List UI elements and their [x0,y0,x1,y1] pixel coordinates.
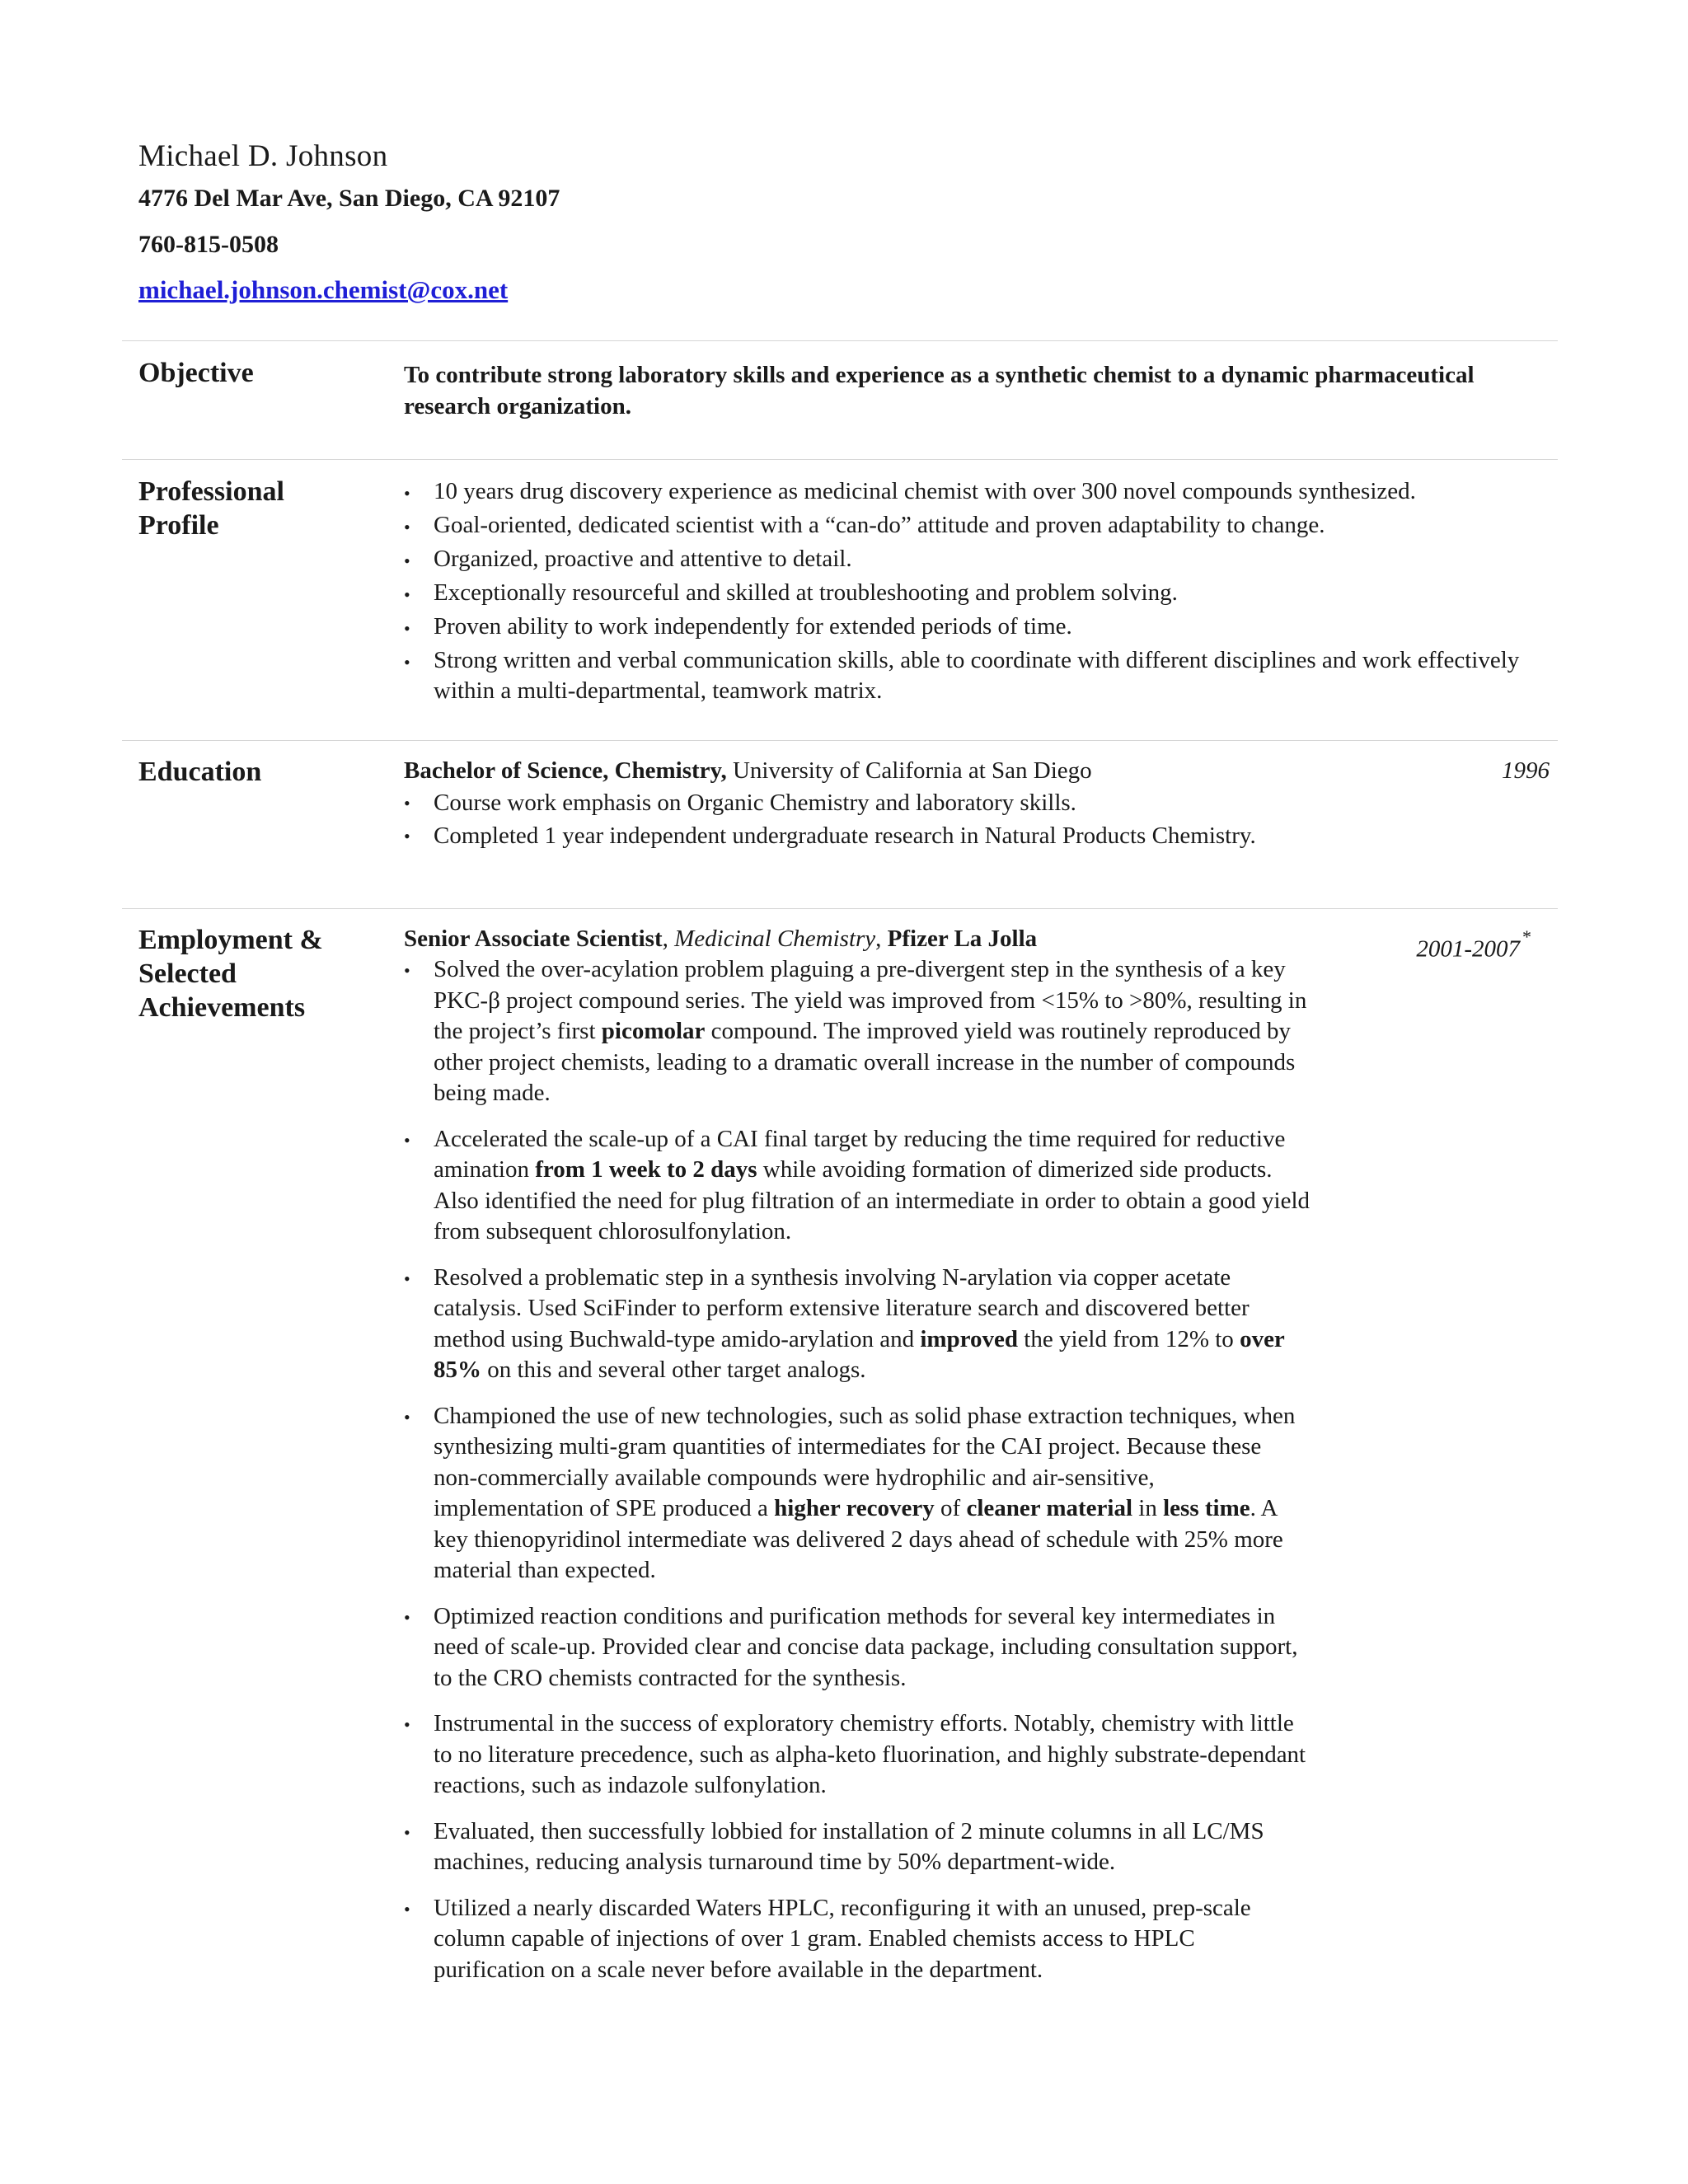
achievement-highlight: improved [920,1325,1019,1352]
job-company: Pfizer La Jolla [887,926,1038,952]
employment-heading-line: Selected [138,958,237,989]
achievement-text: compound. The improved yield was routinely reproduced by other project chemists, leading to a dramatic overall increase in the number of compounds being made. [434,1018,1296,1106]
profile-heading-line: Profile [138,510,219,541]
list-item: • Proven ability to work independently for extended periods of time. [404,612,1550,642]
divider [122,740,1558,741]
employment-heading-line: Achievements [138,992,306,1023]
applicant-address: 4776 Del Mar Ave, San Diego, CA 92107 [138,185,560,212]
achievement-highlight: picomolar [601,1018,706,1044]
graduation-year: 1996 [1502,757,1550,784]
divider [122,459,1558,460]
job-dates-text: 2001-2007 [1416,935,1520,963]
list-item: • Course work emphasis on Organic Chemistry and laboratory skills. [404,786,1550,819]
divider [122,340,1558,341]
achievement-item [404,1124,1311,1248]
education-body [404,755,1550,852]
achievement-highlight: less time [1163,1495,1250,1521]
achievement-item [404,1816,1311,1878]
achievement-text: Championed the use of new technologies, such as solid phase extraction techniques, when synthesizing multi-gram quantities of intermediates for the CAI project. Because these non-commercially available compounds were hydrophilic and air-sensitive, implementation of SPE produced a [434,1402,1296,1521]
objective-heading: Objective [138,358,254,388]
education-list [404,786,1550,852]
achievement-text: the yield from 12% to [1018,1325,1240,1352]
achievement-highlight: from 1 week to 2 days [535,1156,757,1183]
job-title: Senior Associate Scientist [404,926,663,952]
achievement-text: in [1132,1495,1164,1521]
profile-list [404,476,1550,710]
list-item: • 10 years drug discovery experience as medicinal chemist with over 300 novel compounds synthesized. [404,476,1550,507]
achievement-text: Instrumental in the success of exploratory chemistry efforts. Notably, chemistry with little to no literature precedence, such as alpha-keto fluorination, and highly substrate-dependant reactions, such as indazole sulfonylation. [434,1710,1306,1798]
achievement-text: Utilized a nearly discarded Waters HPLC, reconfiguring it with an unused, prep-scale column capable of injections of over 1 gram. Enabled chemists access to HPLC purification on a scale never before available in the department. [434,1894,1251,1983]
employment-heading-line: Employment & [138,925,323,955]
job-separator: , [875,926,888,952]
divider [122,908,1558,909]
job-line [404,923,1550,963]
achievement-text: on this and several other target analogs. [481,1357,866,1383]
achievement-text: Accelerated the scale-up of a CAI final target by reducing the time required for reductive amination [434,1125,1286,1183]
achievement-text: of [934,1495,967,1521]
degree-line [404,755,1550,786]
list-item: • Exceptionally resourceful and skilled at troubleshooting and problem solving. [404,578,1550,608]
list-item: • Goal-oriented, dedicated scientist with a “can-do” attitude and proven adaptability to change. [404,510,1550,541]
list-item: • Completed 1 year independent undergraduate research in Natural Products Chemistry. [404,819,1550,852]
applicant-email-link[interactable]: michael.johnson.chemist@cox.net [138,275,509,304]
profile-heading-line: Professional [138,476,284,507]
education-heading: Education [138,757,262,787]
footnote-mark: * [1522,926,1531,947]
achievement-highlight: cleaner material [966,1495,1133,1521]
school-name: University of California at San Diego [726,757,1092,784]
achievement-item [404,1401,1311,1586]
list-item: • Organized, proactive and attentive to detail. [404,544,1550,574]
employment-heading [138,923,386,1024]
achievement-text: Solved the over-acylation problem plaguing a pre-divergent step in the synthesis of a key PKC-β project compound series. The yield was improved from <15% to >80%, resulting in the project’s first [434,956,1307,1044]
job-department: Medicinal Chemistry [674,926,876,952]
job-dates [1416,926,1531,965]
objective-text: To contribute strong laboratory skills and experience as a synthetic chemist to a dynamic pharmaceutical research organization. [404,362,1475,419]
achievement-text: while avoiding formation of dimerized side products. Also identified the need for plug filtration of an intermediate in order to obtain a good yield from subsequent chlorosulfonylation. [434,1156,1311,1244]
achievement-text: . A key thienopyridinol intermediate was delivered 2 days ahead of schedule with 25% more material than expected. [434,1495,1283,1583]
achievement-item [404,954,1311,1109]
profile-heading [138,475,386,542]
achievement-text: Resolved a problematic step in a synthesis involving N-arylation via copper acetate catalysis. Used SciFinder to perform extensive literature search and discovered better method using Buchwald-type amido-arylation and [434,1263,1250,1352]
achievement-text: Optimized reaction conditions and purification methods for several key intermediates in need of scale-up. Provided clear and concise data package, including consultation support, to the CRO chemists contracted for the synthesis. [434,1602,1298,1691]
applicant-name: Michael D. Johnson [138,139,388,173]
achievement-item [404,1708,1311,1802]
achievement-highlight: over 85% [434,1325,1285,1383]
degree-name: Bachelor of Science, Chemistry, [404,757,727,784]
achievement-item [404,1601,1311,1694]
job-separator: , [662,926,675,952]
achievement-item [404,1263,1311,1386]
applicant-phone: 760-815-0508 [138,231,279,258]
achievement-list [404,954,1311,1985]
achievement-text: Evaluated, then successfully lobbied for installation of 2 minute columns in all LC/MS machines, reducing analysis turnaround time by 50% department-wide. [434,1817,1264,1875]
achievement-item [404,1893,1311,1986]
employment-body [404,923,1550,2000]
list-item: • Strong written and verbal communication skills, able to coordinate with different disciplines and work effectively within a multi-departmental, teamwork matrix. [404,645,1550,706]
achievement-highlight: higher recovery [774,1495,935,1521]
